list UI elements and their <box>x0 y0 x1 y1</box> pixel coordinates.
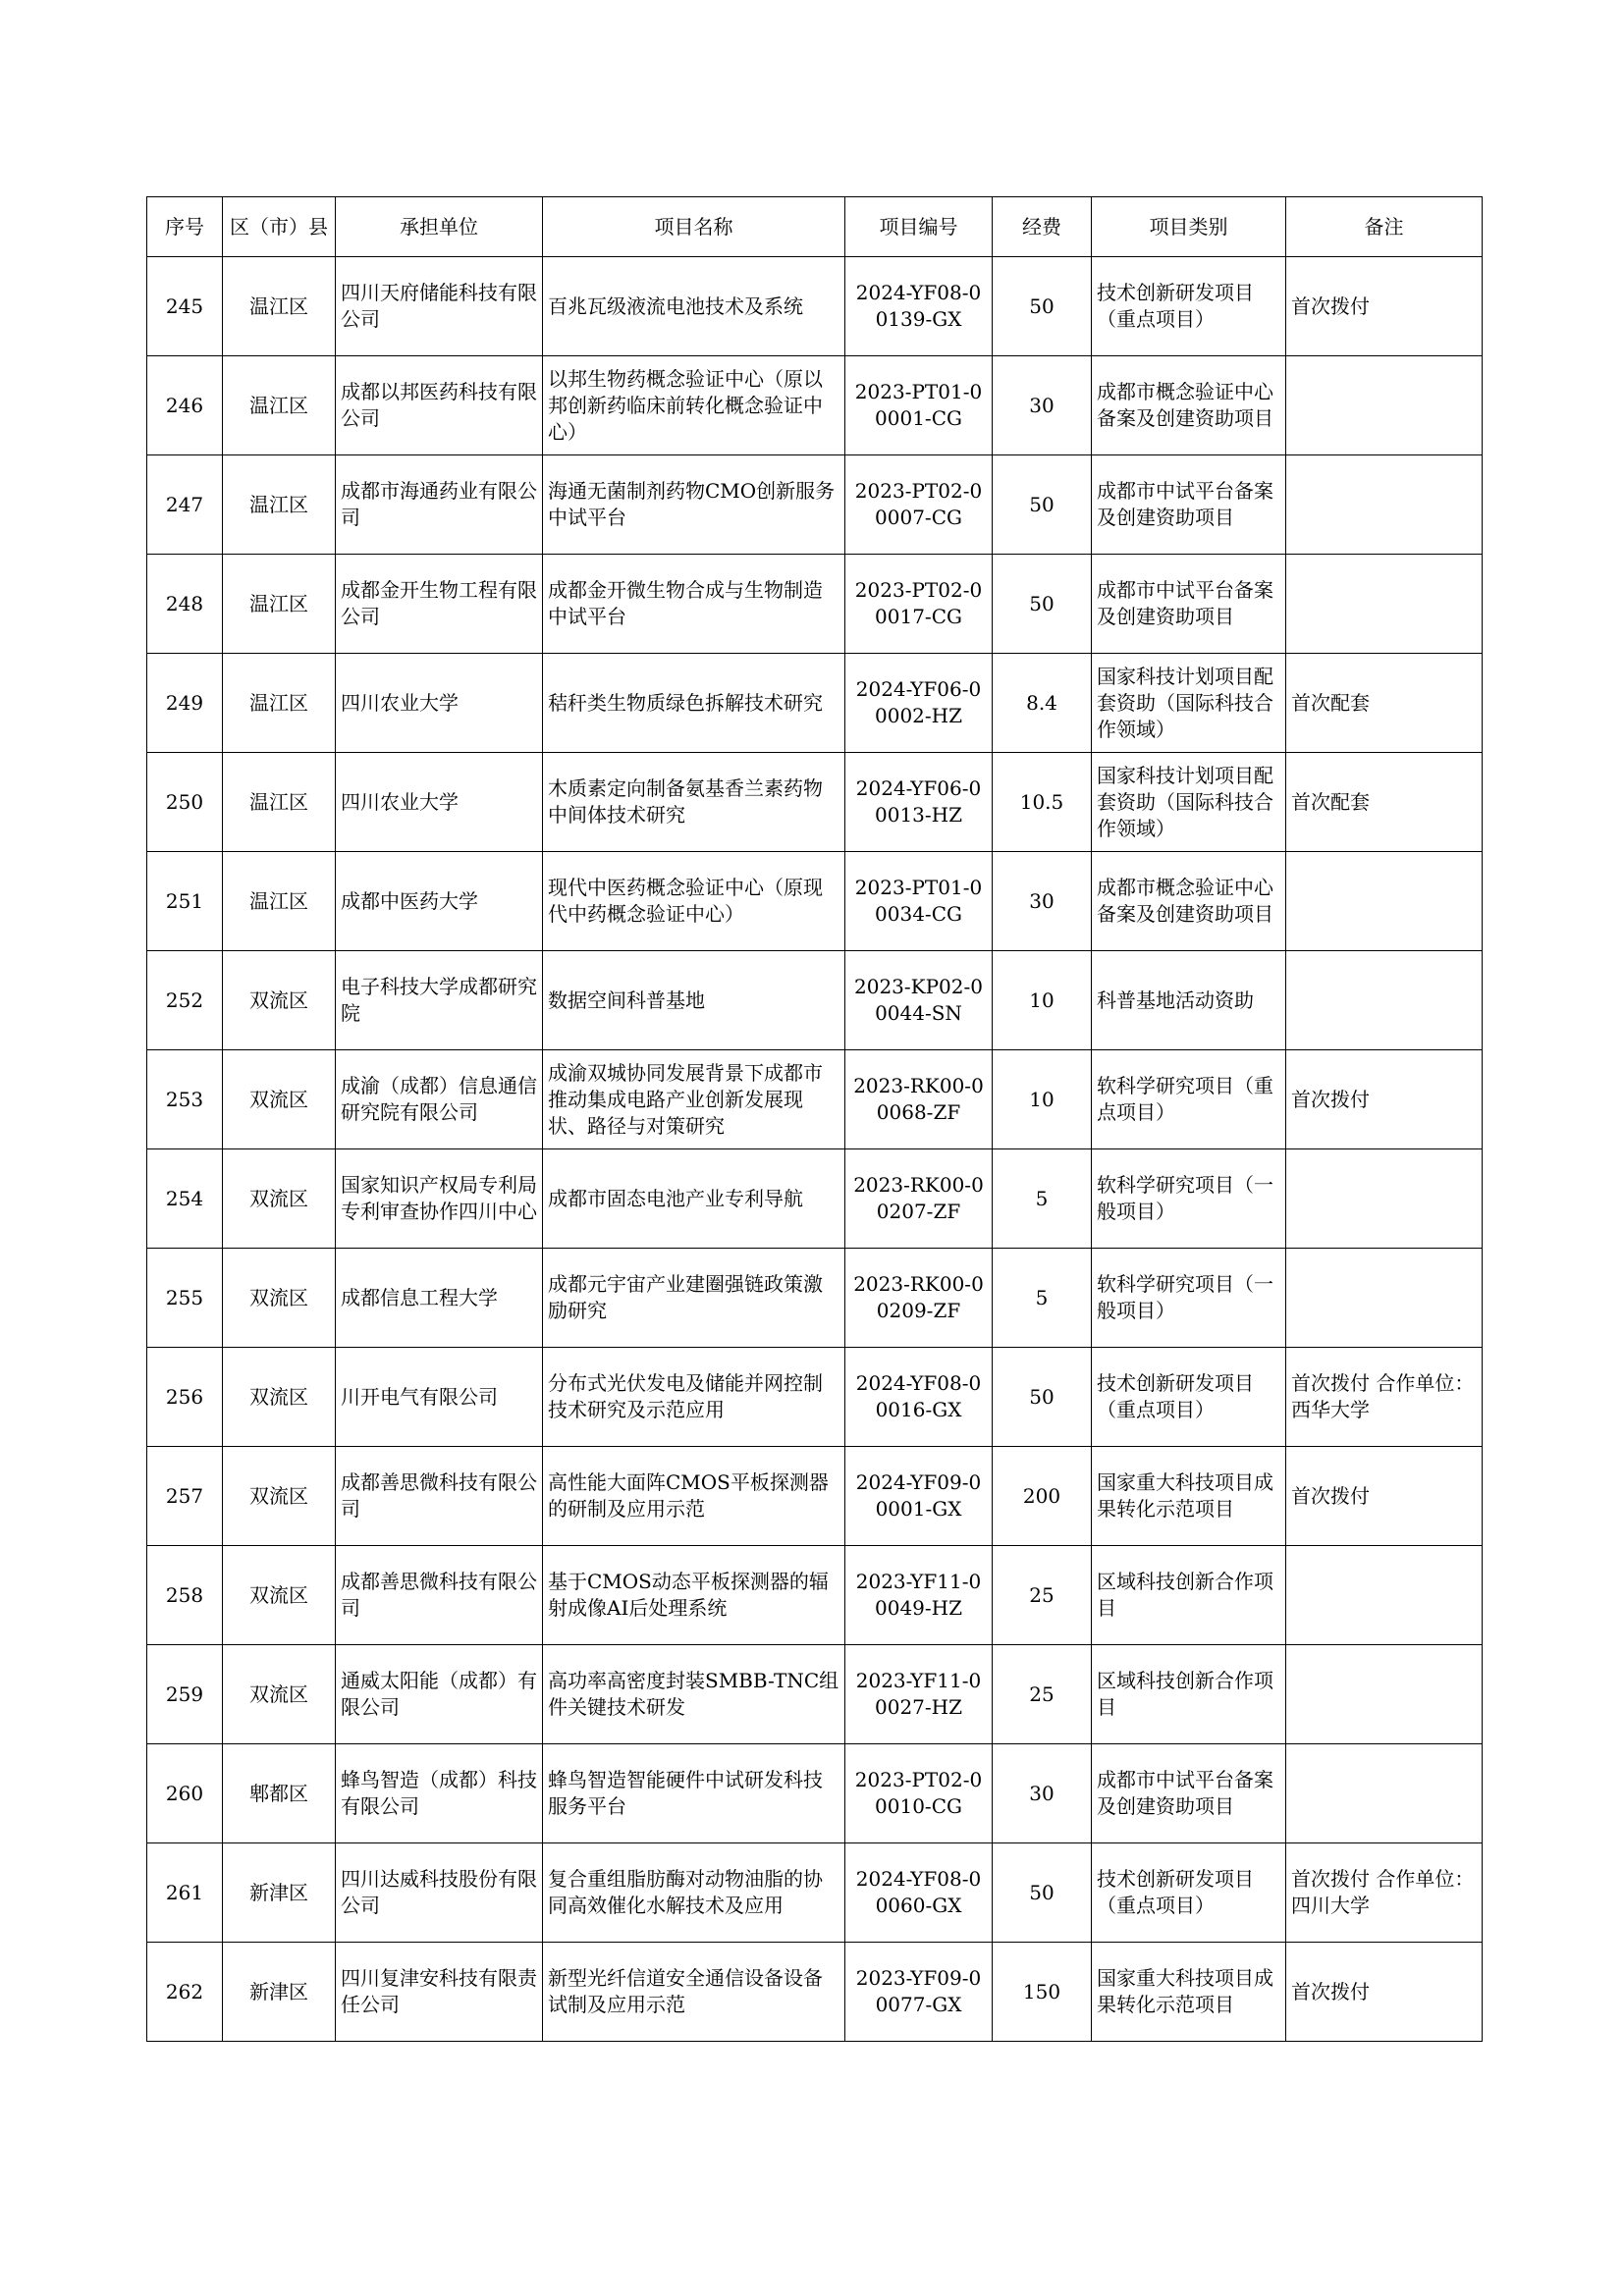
cell-category: 区域科技创新合作项目 <box>1092 1645 1286 1744</box>
cell-fund: 50 <box>993 555 1092 654</box>
cell-district: 双流区 <box>223 1149 336 1249</box>
cell-fund: 30 <box>993 356 1092 455</box>
header-row <box>147 197 1483 257</box>
cell-code: 2023-RK00-00207-ZF <box>845 1149 993 1249</box>
cell-note <box>1286 555 1483 654</box>
cell-district: 双流区 <box>223 1249 336 1348</box>
cell-district: 新津区 <box>223 1943 336 2042</box>
cell-code: 2023-PT02-00007-CG <box>845 455 993 555</box>
cell-name: 成都市固态电池产业专利导航 <box>543 1149 845 1249</box>
cell-code: 2023-YF11-00027-HZ <box>845 1645 993 1744</box>
cell-note <box>1286 951 1483 1050</box>
table-row <box>147 1744 1483 1843</box>
cell-unit: 四川农业大学 <box>336 654 543 753</box>
cell-unit: 成都善思微科技有限公司 <box>336 1546 543 1645</box>
cell-fund: 10 <box>993 951 1092 1050</box>
table-row <box>147 852 1483 951</box>
cell-note <box>1286 356 1483 455</box>
cell-note <box>1286 1744 1483 1843</box>
cell-fund: 50 <box>993 1348 1092 1447</box>
cell-note: 首次拨付 <box>1286 1943 1483 2042</box>
cell-category: 技术创新研发项目（重点项目） <box>1092 257 1286 356</box>
cell-note <box>1286 1149 1483 1249</box>
cell-district: 双流区 <box>223 1447 336 1546</box>
table-row <box>147 356 1483 455</box>
cell-fund: 150 <box>993 1943 1092 2042</box>
cell-note <box>1286 1645 1483 1744</box>
cell-note: 首次拨付 <box>1286 1447 1483 1546</box>
table-row <box>147 1050 1483 1149</box>
cell-no: 251 <box>147 852 223 951</box>
cell-note <box>1286 1249 1483 1348</box>
header-category: 项目类别 <box>1092 197 1286 257</box>
cell-no: 261 <box>147 1843 223 1943</box>
cell-code: 2024-YF09-00001-GX <box>845 1447 993 1546</box>
cell-no: 255 <box>147 1249 223 1348</box>
cell-name: 海通无菌制剂药物CMO创新服务中试平台 <box>543 455 845 555</box>
cell-fund: 50 <box>993 1843 1092 1943</box>
cell-no: 254 <box>147 1149 223 1249</box>
cell-unit: 国家知识产权局专利局专利审查协作四川中心 <box>336 1149 543 1249</box>
cell-category: 成都市中试平台备案及创建资助项目 <box>1092 455 1286 555</box>
cell-name: 高性能大面阵CMOS平板探测器的研制及应用示范 <box>543 1447 845 1546</box>
cell-fund: 25 <box>993 1546 1092 1645</box>
cell-unit: 成渝（成都）信息通信研究院有限公司 <box>336 1050 543 1149</box>
cell-district: 温江区 <box>223 753 336 852</box>
table-row <box>147 1149 1483 1249</box>
cell-category: 软科学研究项目（一般项目） <box>1092 1149 1286 1249</box>
cell-category: 成都市中试平台备案及创建资助项目 <box>1092 1744 1286 1843</box>
cell-district: 双流区 <box>223 1348 336 1447</box>
cell-district: 双流区 <box>223 951 336 1050</box>
cell-name: 复合重组脂肪酶对动物油脂的协同高效催化水解技术及应用 <box>543 1843 845 1943</box>
cell-fund: 5 <box>993 1149 1092 1249</box>
cell-fund: 30 <box>993 1744 1092 1843</box>
cell-note: 首次拨付 合作单位：四川大学 <box>1286 1843 1483 1943</box>
cell-code: 2023-RK00-00209-ZF <box>845 1249 993 1348</box>
cell-district: 温江区 <box>223 356 336 455</box>
cell-no: 248 <box>147 555 223 654</box>
cell-category: 成都市概念验证中心备案及创建资助项目 <box>1092 356 1286 455</box>
table-row <box>147 1546 1483 1645</box>
cell-name: 成都金开微生物合成与生物制造中试平台 <box>543 555 845 654</box>
cell-code: 2024-YF08-00060-GX <box>845 1843 993 1943</box>
cell-name: 新型光纤信道安全通信设备设备试制及应用示范 <box>543 1943 845 2042</box>
header-no: 序号 <box>147 197 223 257</box>
cell-district: 双流区 <box>223 1546 336 1645</box>
cell-note: 首次拨付 <box>1286 1050 1483 1149</box>
cell-code: 2023-PT01-00034-CG <box>845 852 993 951</box>
cell-category: 成都市中试平台备案及创建资助项目 <box>1092 555 1286 654</box>
cell-name: 数据空间科普基地 <box>543 951 845 1050</box>
header-note: 备注 <box>1286 197 1483 257</box>
cell-note: 首次配套 <box>1286 654 1483 753</box>
header-code: 项目编号 <box>845 197 993 257</box>
table-row <box>147 753 1483 852</box>
cell-name: 现代中医药概念验证中心（原现代中药概念验证中心） <box>543 852 845 951</box>
cell-category: 国家重大科技项目成果转化示范项目 <box>1092 1447 1286 1546</box>
cell-no: 247 <box>147 455 223 555</box>
cell-unit: 成都善思微科技有限公司 <box>336 1447 543 1546</box>
cell-name: 高功率高密度封装SMBB-TNC组件关键技术研发 <box>543 1645 845 1744</box>
cell-category: 国家科技计划项目配套资助（国际科技合作领域） <box>1092 654 1286 753</box>
table-row <box>147 555 1483 654</box>
cell-unit: 成都市海通药业有限公司 <box>336 455 543 555</box>
cell-name: 以邦生物药概念验证中心（原以邦创新药临床前转化概念验证中心） <box>543 356 845 455</box>
cell-district: 温江区 <box>223 257 336 356</box>
cell-name: 成都元宇宙产业建圈强链政策激励研究 <box>543 1249 845 1348</box>
cell-fund: 10 <box>993 1050 1092 1149</box>
cell-fund: 8.4 <box>993 654 1092 753</box>
cell-fund: 25 <box>993 1645 1092 1744</box>
cell-name: 分布式光伏发电及储能并网控制技术研究及示范应用 <box>543 1348 845 1447</box>
cell-unit: 成都以邦医药科技有限公司 <box>336 356 543 455</box>
cell-unit: 川开电气有限公司 <box>336 1348 543 1447</box>
cell-district: 温江区 <box>223 654 336 753</box>
cell-category: 技术创新研发项目（重点项目） <box>1092 1348 1286 1447</box>
cell-code: 2023-RK00-00068-ZF <box>845 1050 993 1149</box>
cell-category: 区域科技创新合作项目 <box>1092 1546 1286 1645</box>
cell-unit: 成都金开生物工程有限公司 <box>336 555 543 654</box>
cell-no: 252 <box>147 951 223 1050</box>
cell-district: 郫都区 <box>223 1744 336 1843</box>
header-unit: 承担单位 <box>336 197 543 257</box>
cell-fund: 50 <box>993 257 1092 356</box>
table-row <box>147 1645 1483 1744</box>
cell-fund: 5 <box>993 1249 1092 1348</box>
cell-fund: 50 <box>993 455 1092 555</box>
cell-name: 基于CMOS动态平板探测器的辐射成像AI后处理系统 <box>543 1546 845 1645</box>
header-fund: 经费 <box>993 197 1092 257</box>
cell-no: 262 <box>147 1943 223 2042</box>
table-row <box>147 1447 1483 1546</box>
cell-unit: 成都信息工程大学 <box>336 1249 543 1348</box>
cell-code: 2023-YF11-00049-HZ <box>845 1546 993 1645</box>
cell-no: 260 <box>147 1744 223 1843</box>
cell-name: 木质素定向制备氨基香兰素药物中间体技术研究 <box>543 753 845 852</box>
cell-no: 249 <box>147 654 223 753</box>
cell-no: 256 <box>147 1348 223 1447</box>
cell-category: 软科学研究项目（一般项目） <box>1092 1249 1286 1348</box>
cell-note: 首次拨付 <box>1286 257 1483 356</box>
cell-code: 2024-YF08-00139-GX <box>845 257 993 356</box>
cell-fund: 200 <box>993 1447 1092 1546</box>
cell-unit: 四川农业大学 <box>336 753 543 852</box>
table-row <box>147 1348 1483 1447</box>
cell-category: 科普基地活动资助 <box>1092 951 1286 1050</box>
cell-note <box>1286 455 1483 555</box>
cell-no: 258 <box>147 1546 223 1645</box>
cell-note <box>1286 1546 1483 1645</box>
cell-code: 2024-YF06-00002-HZ <box>845 654 993 753</box>
table-row <box>147 951 1483 1050</box>
cell-no: 245 <box>147 257 223 356</box>
cell-district: 温江区 <box>223 555 336 654</box>
cell-no: 259 <box>147 1645 223 1744</box>
cell-unit: 电子科技大学成都研究院 <box>336 951 543 1050</box>
table-row <box>147 1843 1483 1943</box>
cell-district: 温江区 <box>223 455 336 555</box>
cell-category: 软科学研究项目（重点项目） <box>1092 1050 1286 1149</box>
cell-district: 温江区 <box>223 852 336 951</box>
cell-name: 秸秆类生物质绿色拆解技术研究 <box>543 654 845 753</box>
table-row <box>147 654 1483 753</box>
cell-category: 国家重大科技项目成果转化示范项目 <box>1092 1943 1286 2042</box>
cell-category: 成都市概念验证中心备案及创建资助项目 <box>1092 852 1286 951</box>
header-district: 区（市）县 <box>223 197 336 257</box>
header-name: 项目名称 <box>543 197 845 257</box>
cell-code: 2024-YF08-00016-GX <box>845 1348 993 1447</box>
cell-code: 2023-PT02-00017-CG <box>845 555 993 654</box>
table-row <box>147 257 1483 356</box>
cell-unit: 四川达威科技股份有限公司 <box>336 1843 543 1943</box>
cell-code: 2023-PT02-00010-CG <box>845 1744 993 1843</box>
cell-code: 2023-KP02-00044-SN <box>845 951 993 1050</box>
cell-no: 257 <box>147 1447 223 1546</box>
cell-code: 2023-PT01-00001-CG <box>845 356 993 455</box>
cell-no: 250 <box>147 753 223 852</box>
cell-note: 首次配套 <box>1286 753 1483 852</box>
cell-district: 双流区 <box>223 1645 336 1744</box>
cell-name: 百兆瓦级液流电池技术及系统 <box>543 257 845 356</box>
cell-no: 253 <box>147 1050 223 1149</box>
table-row <box>147 455 1483 555</box>
cell-unit: 四川复津安科技有限责任公司 <box>336 1943 543 2042</box>
cell-no: 246 <box>147 356 223 455</box>
cell-district: 新津区 <box>223 1843 336 1943</box>
cell-fund: 10.5 <box>993 753 1092 852</box>
cell-unit: 通威太阳能（成都）有限公司 <box>336 1645 543 1744</box>
cell-fund: 30 <box>993 852 1092 951</box>
cell-name: 蜂鸟智造智能硬件中试研发科技服务平台 <box>543 1744 845 1843</box>
cell-unit: 四川天府储能科技有限公司 <box>336 257 543 356</box>
project-table <box>146 196 1483 2042</box>
cell-code: 2024-YF06-00013-HZ <box>845 753 993 852</box>
cell-name: 成渝双城协同发展背景下成都市推动集成电路产业创新发展现状、路径与对策研究 <box>543 1050 845 1149</box>
table-row <box>147 1943 1483 2042</box>
cell-category: 国家科技计划项目配套资助（国际科技合作领域） <box>1092 753 1286 852</box>
cell-note: 首次拨付 合作单位：西华大学 <box>1286 1348 1483 1447</box>
cell-unit: 蜂鸟智造（成都）科技有限公司 <box>336 1744 543 1843</box>
cell-note <box>1286 852 1483 951</box>
cell-category: 技术创新研发项目（重点项目） <box>1092 1843 1286 1943</box>
cell-unit: 成都中医药大学 <box>336 852 543 951</box>
table-row <box>147 1249 1483 1348</box>
cell-district: 双流区 <box>223 1050 336 1149</box>
cell-code: 2023-YF09-00077-GX <box>845 1943 993 2042</box>
